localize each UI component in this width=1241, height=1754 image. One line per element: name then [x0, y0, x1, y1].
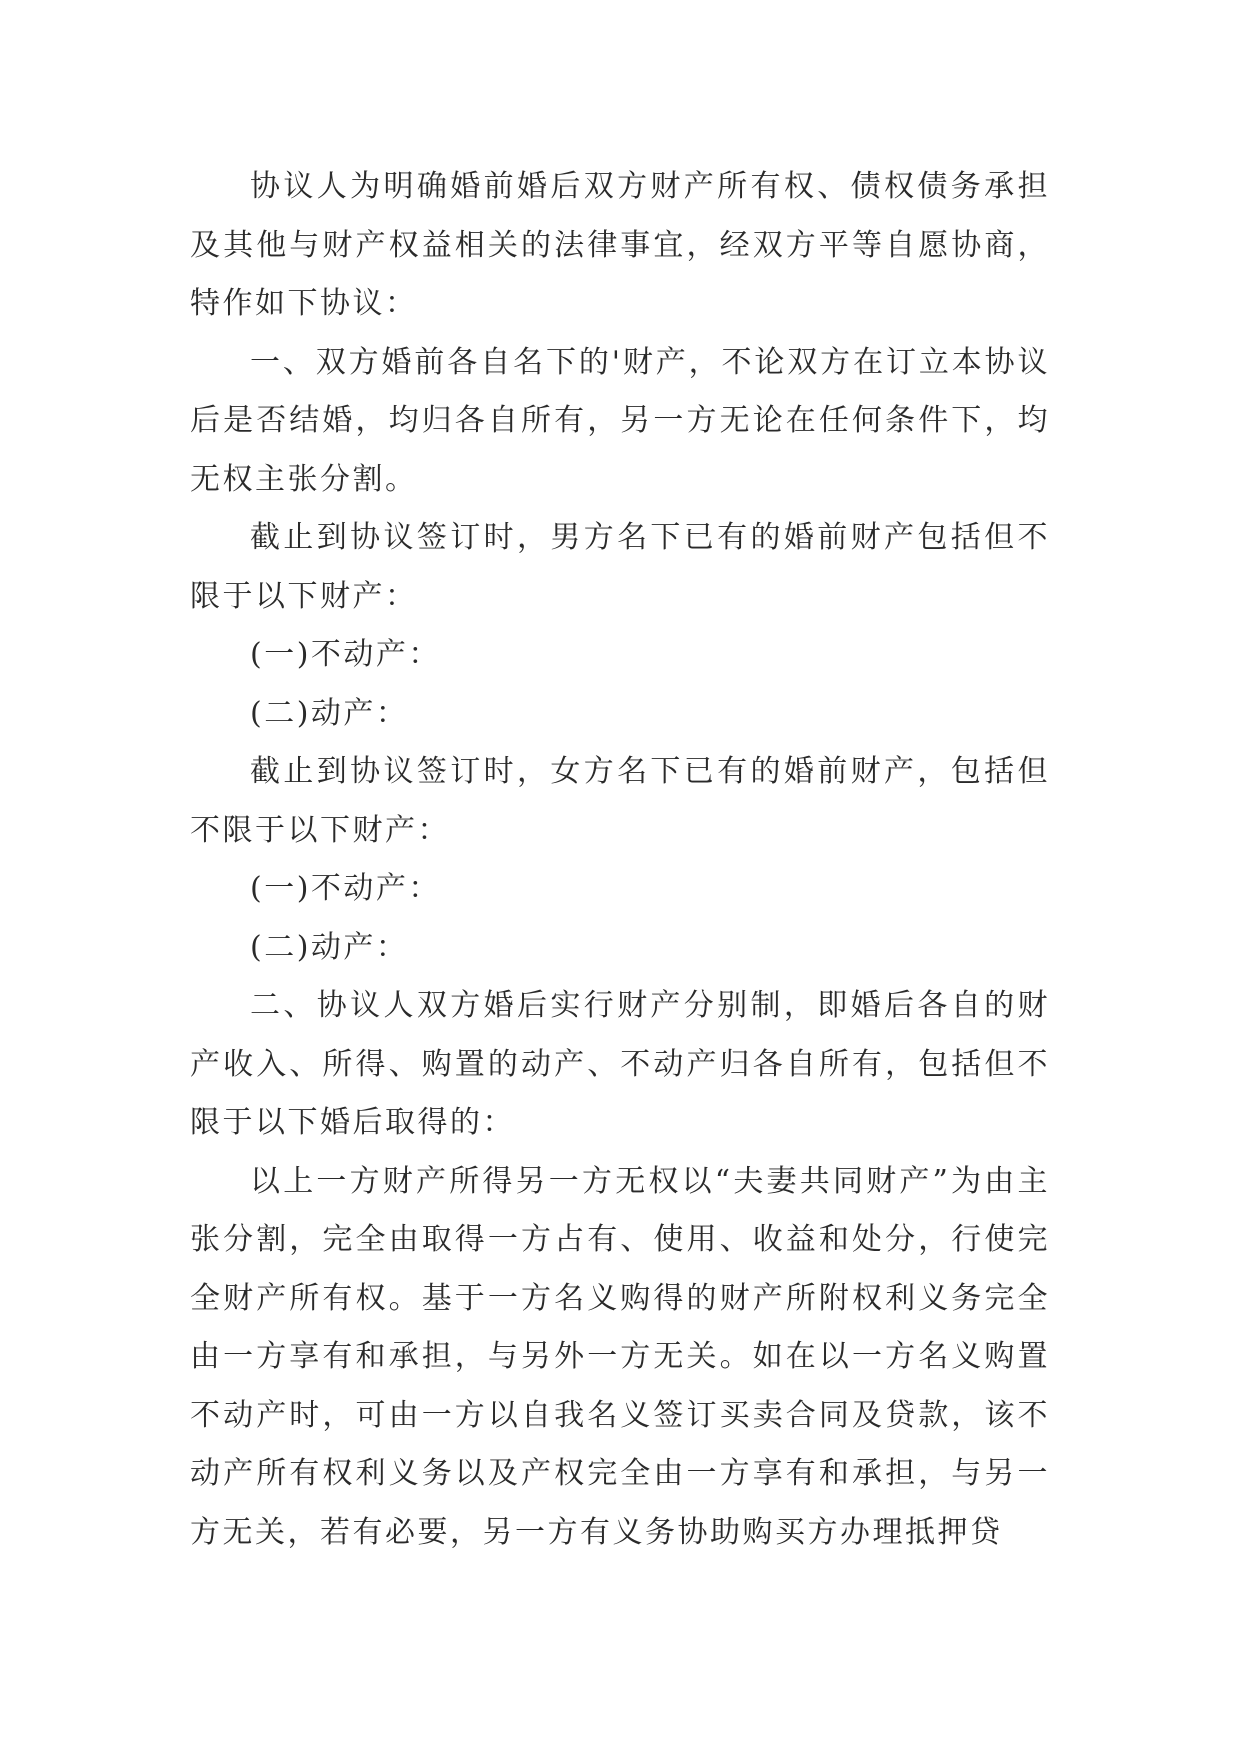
- paragraph-male-assets: 截止到协议签订时，男方名下已有的婚前财产包括但不限于以下财产：: [190, 520, 1050, 614]
- paragraph-female-real-estate: (一)不动产：: [250, 871, 441, 906]
- document-body: [190, 158, 1050, 1562]
- paragraph-intro: 协议人为明确婚前婚后双方财产所有权、债权债务承担及其他与财产权益相关的法律事宜，经双方平等自愿协商，特作如下协议：: [190, 169, 1050, 321]
- paragraph-male-movable: (二)动产：: [250, 695, 409, 731]
- paragraph-clause-1: 一、双方婚前各自名下的'财产，不论双方在订立本协议后是否结婚，均归各自所有，另一方无论在任何条件下，均无权主张分割。: [190, 344, 1050, 497]
- paragraph-male-real-estate: (一)不动产：: [250, 637, 441, 672]
- paragraph-property-rights: 以上一方财产所得另一方无权以“夫妻共同财产”为由主张分割，完全由取得一方占有、使用、收益和处分，行使完全财产所有权。基于一方名义购得的财产所附权利义务完全由一方享有和承担，与另外一方无关。如在以一方名义购置不动产时，可由一方以自我名义签订买卖合同及贷款，该不动产所有权利义务以及产权完全由一方享有和承担，与另一方无关，若有必要，另一方有义务协助购买方办理抵押贷: [190, 1163, 1050, 1550]
- paragraph-clause-2: 二、协议人双方婚后实行财产分别制，即婚后各自的财产收入、所得、购置的动产、不动产归各自所有，包括但不限于以下婚后取得的：: [190, 988, 1050, 1140]
- paragraph-female-movable: (二)动产：: [250, 929, 409, 965]
- paragraph-female-assets: 截止到协议签订时，女方名下已有的婚前财产，包括但不限于以下财产：: [190, 754, 1050, 848]
